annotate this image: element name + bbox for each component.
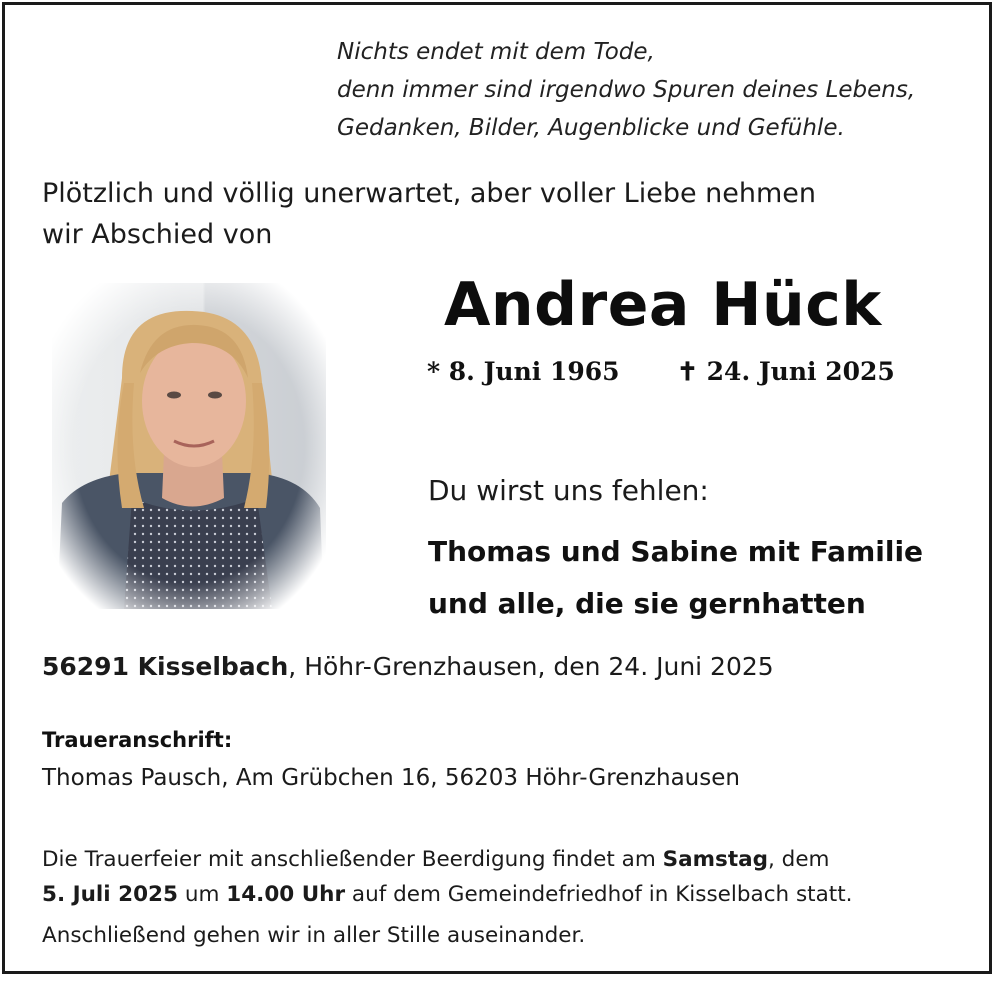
ceremony-info [42, 842, 852, 912]
ceremony-line-1 [42, 842, 852, 877]
mourners-lead: Du wirst uns fehlen: [428, 474, 709, 507]
intro-text [42, 173, 816, 255]
ceremony-text: auf dem Gemeindefriedhof in Kisselbach statt. [345, 882, 853, 907]
mourners-line: Thomas und Sabine mit Familie [428, 535, 924, 568]
place-town: 56291 Kisselbach [42, 652, 289, 681]
ceremony-text: um [177, 882, 227, 907]
ceremony-text: Die Trauerfeier mit anschließender Beerdigung findet am [42, 847, 663, 872]
poem-line: Gedanken, Bilder, Augenblicke und Gefühle. [337, 115, 845, 141]
closing-text: Anschließend gehen wir in aller Stille auseinander. [42, 923, 586, 948]
deceased-name: Andrea Hück [444, 270, 882, 340]
ceremony-time: 14.00 Uhr [226, 882, 346, 907]
address-label: Traueranschrift: [42, 728, 233, 752]
portrait-illustration [52, 283, 326, 609]
place-rest: , Höhr-Grenzhausen, den 24. Juni 2025 [288, 652, 774, 681]
intro-line: Plötzlich und völlig unerwartet, aber voller Liebe nehmen [42, 178, 817, 209]
intro-line: wir Abschied von [42, 219, 273, 250]
birth-date: * 8. Juni 1965 [427, 357, 620, 386]
mourners-list [428, 526, 923, 630]
poem-line: Nichts endet mit dem Tode, [337, 39, 655, 65]
ceremony-date: 5. Juli 2025 [42, 882, 178, 907]
place-and-date [42, 652, 774, 681]
address-value: Thomas Pausch, Am Grübchen 16, 56203 Höhr-Grenzhausen [42, 765, 740, 791]
portrait-photo [52, 283, 326, 609]
poem-line: denn immer sind irgendwo Spuren deines Lebens, [337, 77, 916, 103]
mourners-line: und alle, die sie gernhatten [428, 587, 866, 620]
poem [337, 33, 915, 147]
ceremony-day: Samstag [662, 847, 768, 872]
death-date: ✝ 24. Juni 2025 [677, 357, 895, 386]
ceremony-line-2 [42, 877, 852, 912]
ceremony-text: , dem [768, 847, 830, 872]
